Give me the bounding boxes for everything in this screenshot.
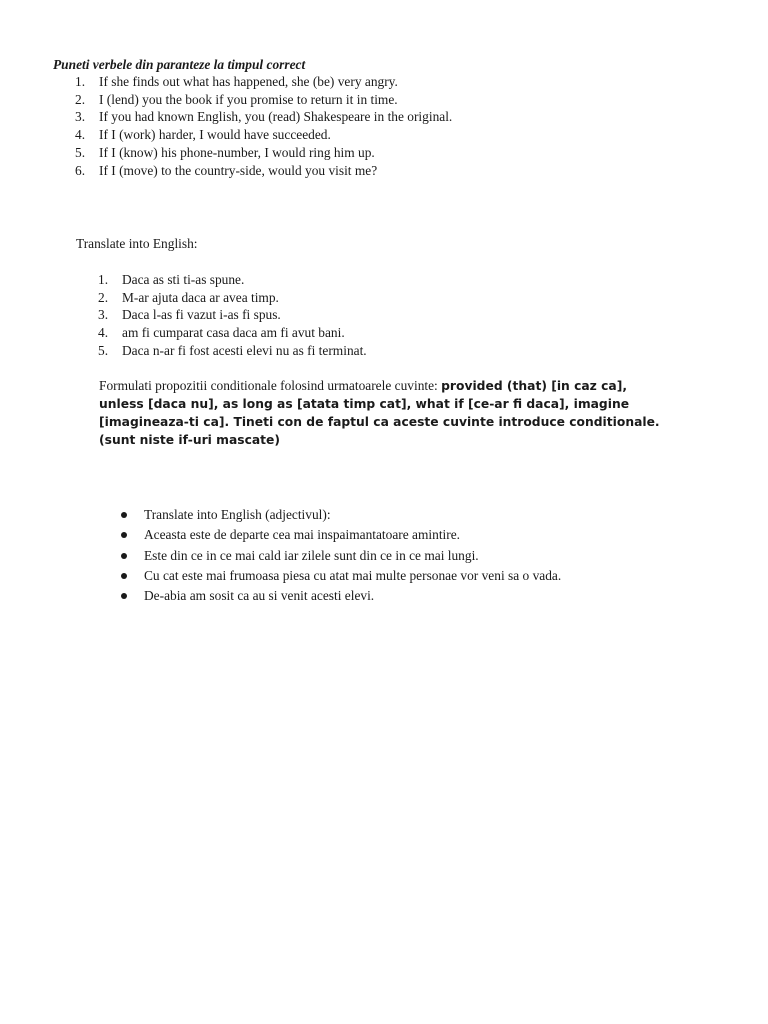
item-number: 4. xyxy=(98,325,109,341)
item-text: Cu cat este mai frumoasa piesa cu atat mai multe personae vor veni sa o vada. xyxy=(144,567,562,583)
list-item xyxy=(98,271,367,289)
instructions-intro: Formulati propozitii conditionale folosind urmatoarele cuvinte: xyxy=(99,378,442,393)
item-number: 1. xyxy=(98,272,109,287)
item-text: Daca n-ar fi fost acesti elevi nu as fi terminat. xyxy=(122,342,367,358)
item-number: 5. xyxy=(98,342,109,358)
item-text: If you had known English, you (read) Shakespeare in the original. xyxy=(99,109,453,125)
list-item xyxy=(75,144,452,162)
list-item xyxy=(98,324,367,342)
list-item xyxy=(75,162,452,180)
exercise1-list xyxy=(75,73,452,179)
item-text: Daca as sti ti-as spune. xyxy=(122,272,245,287)
item-text: am fi cumparat casa daca am fi avut bani. xyxy=(122,325,345,341)
list-item xyxy=(98,342,367,360)
list-item xyxy=(120,586,561,606)
list-item xyxy=(75,108,452,126)
bullet-icon xyxy=(121,532,127,538)
bullet-icon xyxy=(121,593,127,599)
instructions-keywords: provided (that) [in caz ca], unless [daca nu], as long as [atata timp cat], what if [ce-ar fi daca], imagine [imagineaza-ti ca]. Tineti con de faptul ca aceste cuvinte introduce conditionale. (sunt niste if-uri mascate) xyxy=(99,379,660,447)
item-number: 6. xyxy=(75,162,86,178)
item-text: If I (know) his phone-number, I would ring him up. xyxy=(99,144,375,160)
list-item xyxy=(98,306,367,324)
translate-heading: Translate into English: xyxy=(76,236,198,251)
item-number: 2. xyxy=(98,289,109,305)
bullet-icon xyxy=(121,512,127,518)
item-text: Este din ce in ce mai cald iar zilele sunt din ce in ce mai lungi. xyxy=(144,547,479,563)
item-number: 3. xyxy=(98,307,109,323)
exercise-heading: Puneti verbele din paranteze la timpul correct xyxy=(53,57,306,72)
conditional-instructions xyxy=(99,377,674,449)
item-text: De-abia am sosit ca au si venit acesti elevi. xyxy=(144,588,375,604)
item-text: Daca l-as fi vazut i-as fi spus. xyxy=(122,307,281,323)
item-text: Translate into English (adjectivul): xyxy=(144,507,331,522)
item-text: If I (work) harder, I would have succeeded. xyxy=(99,127,331,143)
item-text: If she finds out what has happened, she (be) very angry. xyxy=(99,74,398,89)
bullet-icon xyxy=(121,553,127,559)
list-item xyxy=(120,546,561,566)
list-item xyxy=(75,91,452,109)
list-item xyxy=(120,566,561,586)
item-number: 2. xyxy=(75,91,86,107)
list-item xyxy=(75,126,452,144)
item-number: 1. xyxy=(75,74,86,89)
list-item xyxy=(120,525,561,545)
item-number: 5. xyxy=(75,144,86,160)
exercise3-list xyxy=(120,505,561,606)
item-text: Aceasta este de departe cea mai inspaimantatoare amintire. xyxy=(144,527,461,543)
list-item xyxy=(98,289,367,307)
list-item xyxy=(75,73,452,91)
item-text: I (lend) you the book if you promise to return it in time. xyxy=(99,91,398,107)
list-item xyxy=(120,505,561,525)
item-number: 3. xyxy=(75,109,86,125)
item-text: M-ar ajuta daca ar avea timp. xyxy=(122,289,279,305)
bullet-icon xyxy=(121,573,127,579)
exercise2-list xyxy=(98,271,367,360)
item-number: 4. xyxy=(75,127,86,143)
item-text: If I (move) to the country-side, would you visit me? xyxy=(99,162,378,178)
